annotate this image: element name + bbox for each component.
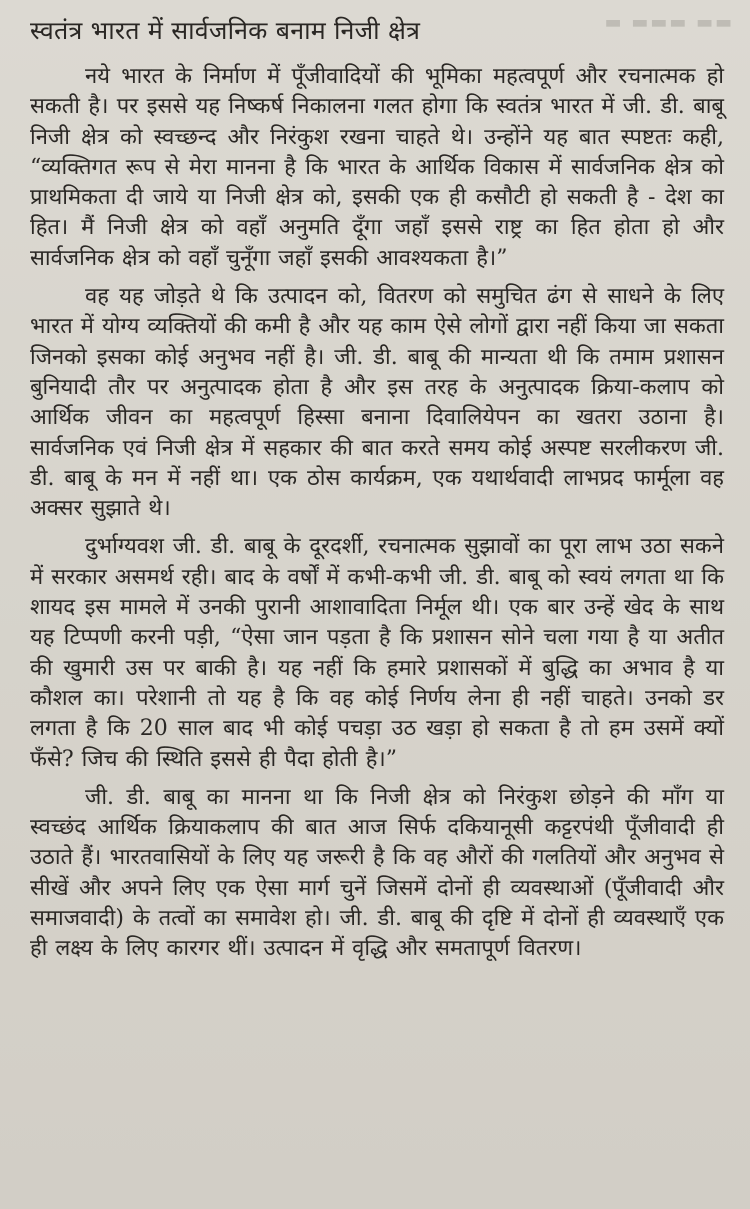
paragraph-1: नये भारत के निर्माण में पूँजीवादियों की भूमिका महत्वपूर्ण और रचनात्मक हो सकती है। पर इससे यह निष्कर्ष निकालना गलत होगा कि स्वतंत्र भारत में जी. डी. बाबू निजी क्षेत्र को स्वच्छन्द और निरंकुश रखना चाहते थे। उन्होंने यह बात स्पष्टतः कही, “व्यक्तिगत रूप से मेरा मानना है कि भारत के आर्थिक विकास में सार्वजनिक क्षेत्र को प्राथमिकता दी जाये या निजी क्षेत्र को, इसकी एक ही कसौटी हो सकती है - देश का हित। मैं निजी क्षेत्र को वहाँ अनुमति दूँगा जहाँ इससे राष्ट्र का हित होता हो और सार्वजनिक क्षेत्र को वहाँ चुनूँगा जहाँ इसकी आवश्यकता है।” (30, 64, 724, 271)
bleed-through-text: ▬ ▬▬▬ ▬▬ (604, 12, 734, 33)
paragraph-3: दुर्भाग्यवश जी. डी. बाबू के दूरदर्शी, रचनात्मक सुझावों का पूरा लाभ उठा सकने में सरकार असमर्थ रही। बाद के वर्षों में कभी-कभी जी. डी. बाबू को स्वयं लगता था कि शायद इस मामले में उनकी पुरानी आशावादिता निर्मूल थी। एक बार उन्हें खेद के साथ यह टिप्पणी करनी पड़ी, “ऐसा जान पड़ता है कि प्रशासन सोने चला गया है या अतीत की खुमारी उस पर बाकी है। यह नहीं कि हमारे प्रशासकों में बुद्धि का अभाव है या कौशल का। परेशानी तो यह है कि वह कोई निर्णय लेना ही नहीं चाहते। उनको डर लगता है कि 20 साल बाद भी कोई पचड़ा उठ खड़ा हो सकता है तो हम उसमें क्यों फँसे? जिच की स्थिति इससे ही पैदा होती है।” (30, 534, 724, 772)
paragraph-4: जी. डी. बाबू का मानना था कि निजी क्षेत्र को निरंकुश छोड़ने की माँग या स्वच्छंद आर्थिक क्रियाकलाप की बात आज सिर्फ दकियानूसी कट्टरपंथी पूँजीवादी ही उठाते हैं। भारतवासियों के लिए यह जरूरी है कि वह औरों की गलतियों और अनुभव से सीखें और अपने लिए एक ऐसा मार्ग चुनें जिसमें दोनों ही व्यवस्थाओं (पूँजीवादी और समाजवादी) के तत्वों का समावेश हो। जी. डी. बाबू की दृष्टि में दोनों ही व्यवस्थाएँ एक ही लक्ष्य के लिए कारगर थीं। उत्पादन में वृद्धि और समतापूर्ण वितरण। (30, 784, 724, 962)
section-heading: स्वतंत्र भारत में सार्वजनिक बनाम निजी क्षेत्र (30, 16, 421, 45)
paragraph-2: वह यह जोड़ते थे कि उत्पादन को, वितरण को समुचित ढंग से साधने के लिए भारत में योग्य व्यक्तियों की कमी है और यह काम ऐसे लोगों द्वारा नहीं किया जा सकता जिनको इसका कोई अनुभव नहीं है। जी. डी. बाबू की मान्यता थी कि तमाम प्रशासन बुनियादी तौर पर अनुत्पादक होता है और इस तरह के अनुत्पादक क्रिया-कलाप को आर्थिक जीवन का महत्वपूर्ण हिस्सा बनाना दिवालियेपन का खतरा उठाना है। सार्वजनिक एवं निजी क्षेत्र में सहकार की बात करते समय कोई अस्पष्ट सरलीकरण जी. डी. बाबू के मन में नहीं था। एक ठोस कार्यक्रम, एक यथार्थवादी लाभप्रद फार्मूला वह अक्सर सुझाते थे। (30, 284, 724, 522)
